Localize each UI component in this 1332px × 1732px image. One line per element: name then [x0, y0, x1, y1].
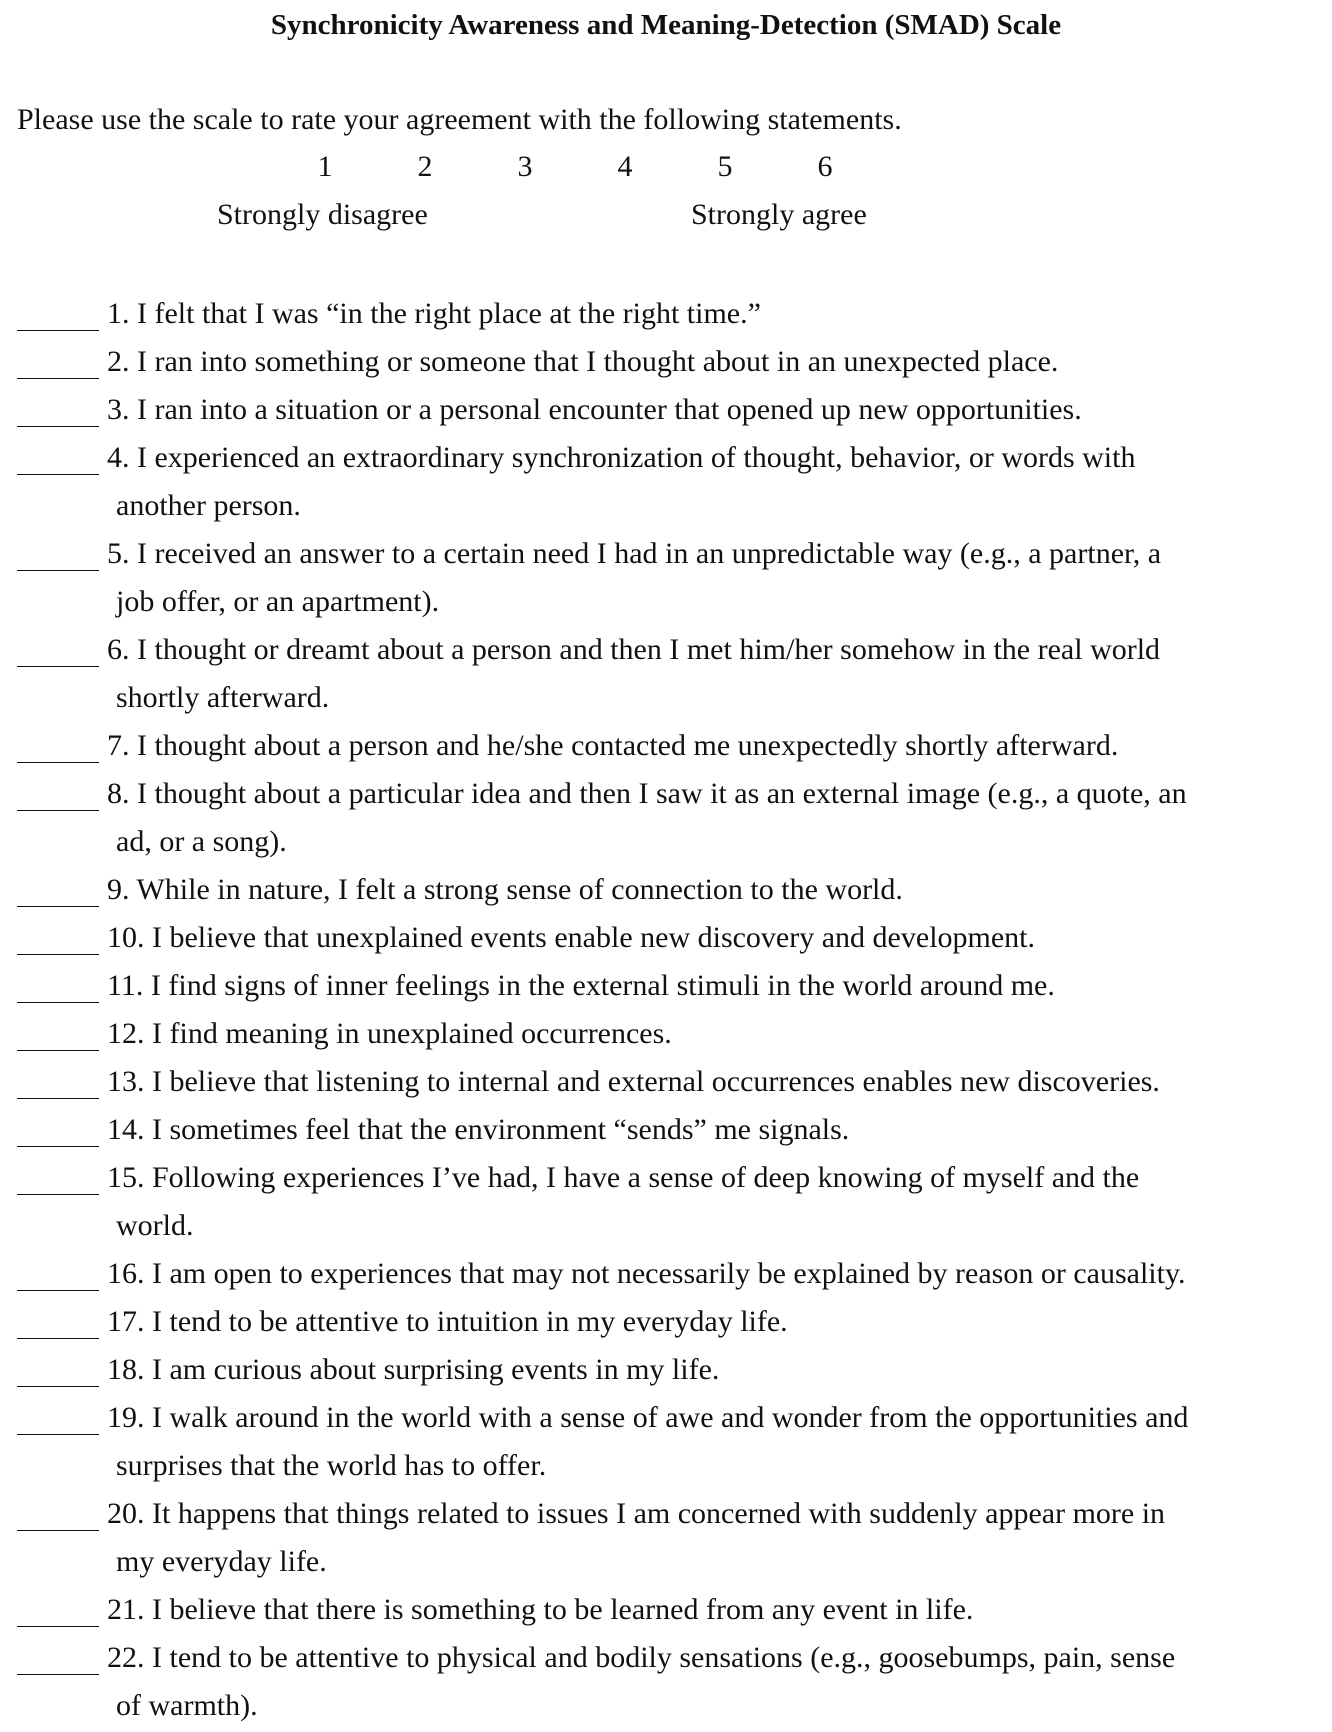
item-16 — [17, 1250, 1317, 1298]
item-2 — [17, 338, 1317, 386]
item-text: 6. I thought or dreamt about a person and then I met him/her somehow in the real world — [107, 633, 1161, 666]
scale-low-anchor: Strongly disagree — [217, 198, 428, 231]
item-text: 14. I sometimes feel that the environment “sends” me signals. — [107, 1113, 850, 1146]
response-blank-6[interactable] — [17, 666, 99, 667]
scale-point-5: 5 — [717, 150, 733, 183]
response-blank-1[interactable] — [17, 330, 99, 331]
response-blank-13[interactable] — [17, 1098, 99, 1099]
item-text: 19. I walk around in the world with a sense of awe and wonder from the opportunities and — [107, 1401, 1189, 1434]
item-text-continuation: world. — [116, 1209, 194, 1242]
response-blank-22[interactable] — [17, 1674, 99, 1675]
item-text-continuation: job offer, or an apartment). — [116, 585, 440, 618]
response-blank-10[interactable] — [17, 954, 99, 955]
item-7 — [17, 722, 1317, 770]
item-5 — [17, 530, 1317, 626]
item-text-continuation: ad, or a song). — [116, 825, 287, 858]
item-text: 15. Following experiences I’ve had, I have a sense of deep knowing of myself and the — [107, 1161, 1140, 1194]
item-text: 3. I ran into a situation or a personal encounter that opened up new opportunities. — [107, 393, 1082, 426]
item-text: 1. I felt that I was “in the right place at the right time.” — [107, 297, 761, 330]
response-blank-7[interactable] — [17, 762, 99, 763]
item-11 — [17, 962, 1317, 1010]
scale-point-1: 1 — [317, 150, 333, 183]
item-text: 7. I thought about a person and he/she contacted me unexpectedly shortly afterward. — [107, 729, 1119, 762]
response-blank-21[interactable] — [17, 1626, 99, 1627]
item-3 — [17, 386, 1317, 434]
item-text: 21. I believe that there is something to be learned from any event in life. — [107, 1593, 974, 1626]
item-text: 5. I received an answer to a certain need I had in an unpredictable way (e.g., a partner, a — [107, 537, 1162, 570]
item-12 — [17, 1010, 1317, 1058]
response-blank-20[interactable] — [17, 1530, 99, 1531]
item-21 — [17, 1586, 1317, 1634]
item-text-continuation: surprises that the world has to offer. — [116, 1449, 547, 1482]
instructions-text: Please use the scale to rate your agreement with the following statements. — [17, 103, 902, 136]
item-17 — [17, 1298, 1317, 1346]
scale-point-3: 3 — [517, 150, 533, 183]
response-blank-18[interactable] — [17, 1386, 99, 1387]
item-14 — [17, 1106, 1317, 1154]
item-15 — [17, 1154, 1317, 1250]
item-text: 20. It happens that things related to issues I am concerned with suddenly appear more in — [107, 1497, 1166, 1530]
item-1 — [17, 290, 1317, 338]
item-9 — [17, 866, 1317, 914]
item-text-continuation: shortly afterward. — [116, 681, 330, 714]
response-blank-15[interactable] — [17, 1194, 99, 1195]
response-blank-17[interactable] — [17, 1338, 99, 1339]
scale-point-6: 6 — [817, 150, 833, 183]
item-19 — [17, 1394, 1317, 1490]
item-text: 17. I tend to be attentive to intuition in my everyday life. — [107, 1305, 788, 1338]
item-text: 22. I tend to be attentive to physical and bodily sensations (e.g., goosebumps, pain, sense — [107, 1641, 1176, 1674]
response-blank-9[interactable] — [17, 906, 99, 907]
scale-high-anchor: Strongly agree — [691, 198, 867, 231]
item-20 — [17, 1490, 1317, 1586]
response-blank-12[interactable] — [17, 1050, 99, 1051]
scale-point-2: 2 — [417, 150, 433, 183]
response-blank-11[interactable] — [17, 1002, 99, 1003]
item-text: 9. While in nature, I felt a strong sense of connection to the world. — [107, 873, 903, 906]
item-18 — [17, 1346, 1317, 1394]
item-text: 10. I believe that unexplained events enable new discovery and development. — [107, 921, 1036, 954]
items-list — [17, 290, 1317, 1730]
response-blank-16[interactable] — [17, 1290, 99, 1291]
item-22 — [17, 1634, 1317, 1730]
response-blank-2[interactable] — [17, 378, 99, 379]
response-blank-3[interactable] — [17, 426, 99, 427]
item-text: 12. I find meaning in unexplained occurrences. — [107, 1017, 672, 1050]
page-title: Synchronicity Awareness and Meaning-Detection (SMAD) Scale — [270, 9, 1062, 41]
item-4 — [17, 434, 1317, 530]
response-blank-8[interactable] — [17, 810, 99, 811]
item-text-continuation: another person. — [116, 489, 301, 522]
response-blank-4[interactable] — [17, 474, 99, 475]
item-text: 13. I believe that listening to internal and external occurrences enables new discoveries. — [107, 1065, 1160, 1098]
item-8 — [17, 770, 1317, 866]
item-text: 11. I find signs of inner feelings in the external stimuli in the world around me. — [107, 969, 1055, 1002]
scale-point-4: 4 — [617, 150, 633, 183]
item-text: 8. I thought about a particular idea and then I saw it as an external image (e.g., a quote, an — [107, 777, 1187, 810]
item-text: 2. I ran into something or someone that I thought about in an unexpected place. — [107, 345, 1059, 378]
response-blank-5[interactable] — [17, 570, 99, 571]
item-text: 18. I am curious about surprising events in my life. — [107, 1353, 720, 1386]
response-blank-19[interactable] — [17, 1434, 99, 1435]
item-10 — [17, 914, 1317, 962]
response-blank-14[interactable] — [17, 1146, 99, 1147]
item-text-continuation: my everyday life. — [116, 1545, 327, 1578]
item-6 — [17, 626, 1317, 722]
item-13 — [17, 1058, 1317, 1106]
item-text-continuation: of warmth). — [116, 1689, 258, 1722]
item-text: 4. I experienced an extraordinary synchronization of thought, behavior, or words with — [107, 441, 1136, 474]
item-text: 16. I am open to experiences that may not necessarily be explained by reason or causality. — [107, 1257, 1186, 1290]
